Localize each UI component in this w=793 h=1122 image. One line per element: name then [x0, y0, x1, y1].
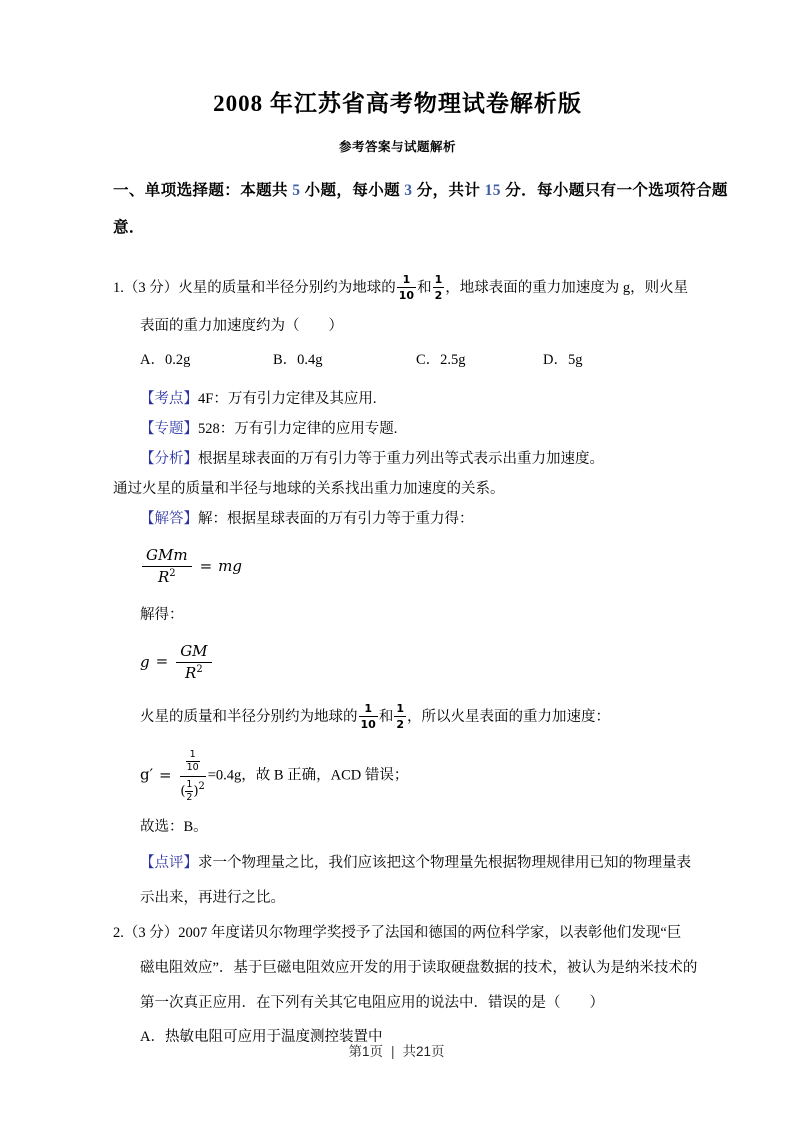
q1-option-a: A．0.2g	[140, 352, 191, 368]
q1-comment: 【点评】求一个物理量之比，我们应该把这个物理量先根据物理规律用已知的物理量表	[140, 855, 691, 871]
fraction-one-half: $\frac{1}{2}$	[434, 273, 443, 303]
q1-formula-gravity: GMm $R^2$ = mg	[140, 547, 682, 587]
exam-point-label: 【考点】	[140, 391, 198, 407]
q1-option-b: B．0.4g	[273, 352, 323, 368]
q1-solution: 【解答】解：根据星球表面的万有引力等于重力得：	[140, 511, 474, 527]
total-points: 15	[484, 182, 501, 199]
solution-label: 【解答】	[140, 511, 198, 527]
comment-label: 【点评】	[140, 855, 198, 871]
q1-topic: 【专题】528：万有引力定律的应用专题.	[140, 421, 398, 437]
fraction-one-tenth: $\frac{1}{10}$	[360, 702, 376, 732]
result-text: =0.4g，故 B 正确，ACD 错误；	[207, 767, 409, 784]
q1-formula-g: g = $\frac{GM}{R^2}$	[140, 643, 682, 683]
section-1-heading: 一、单项选择题：本题共 5 小题，每小题 3 分，共计 15 分．每小题只有一个选项符合题	[113, 182, 728, 199]
total-pages: 共21页	[402, 1044, 445, 1059]
section-1-heading-wrap: 意．	[113, 219, 145, 236]
fraction-GMm-R2: GMm $R^2$	[142, 547, 192, 587]
fraction-GM-R2: $\frac{GM}{R^2}$	[176, 643, 211, 683]
current-page: 第1页	[348, 1044, 383, 1059]
fraction-one-tenth: $\frac{1}{10}$	[398, 273, 415, 303]
q1-solve-text: 解得：	[140, 606, 184, 623]
question-count: 5	[292, 182, 301, 199]
q1-formula-result: g′ = $\frac{1}{10}$ ( $\frac{1}{2}$ )$^2$ =0.4g，故 B 正确，ACD 错误；	[140, 749, 409, 803]
fraction-one-half: $\frac{1}{2}$	[396, 702, 404, 732]
q1-stem: 1.（3 分）火星的质量和半径分别约为地球的 $\frac{1}{10}$ 和 $\frac{1}{2}$ ，地球表面的重力加速度为 g，则火星	[113, 273, 689, 303]
page-title: 2008 年江苏省高考物理试卷解析版	[213, 91, 582, 116]
q1-answer: 故选：B。	[140, 819, 208, 835]
footer-separator: |	[390, 1044, 395, 1059]
points-per-question: 3	[404, 182, 413, 199]
q1-comment-wrap: 示出来，再进行之比。	[140, 890, 285, 906]
q2-stem-wrap2: 第一次真正应用．在下列有关其它电阻应用的说法中．错误的是（ ）	[140, 995, 604, 1011]
q1-mars-ratio: 火星的质量和半径分别约为地球的 $\frac{1}{10}$ 和 $\frac{1}{2}$ ，所以火星表面的重力加速度：	[140, 702, 610, 732]
page-subtitle: 参考答案与试题解析	[338, 140, 456, 154]
nested-fraction: $\frac{1}{10}$ ( $\frac{1}{2}$ )$^2$	[180, 749, 205, 803]
q2-option-a: A．热敏电阻可应用于温度测控装置中	[140, 1029, 383, 1045]
q1-option-c: C．2.5g	[416, 352, 466, 368]
q1-exam-point: 【考点】4F：万有引力定律及其应用.	[140, 391, 377, 407]
q1-stem-wrap: 表面的重力加速度约为（ ）	[140, 318, 343, 334]
section-heading-text: 一、单项选择题：本题共	[113, 182, 293, 199]
q2-stem-wrap1: 磁电阻效应”．基于巨磁电阻效应开发的用于读取硬盘数据的技术，被认为是纳米技术的	[140, 960, 698, 976]
q2-stem: 2.（3 分）2007 年度诺贝尔物理学奖授予了法国和德国的两位科学家，以表彰他们发现“巨	[113, 925, 682, 941]
topic-label: 【专题】	[140, 421, 198, 437]
q1-analysis-line2: 通过火星的质量和半径与地球的关系找出重力加速度的关系。	[113, 481, 505, 497]
q1-options	[140, 345, 682, 375]
page-footer	[0, 1040, 793, 1060]
analysis-label: 【分析】	[140, 451, 198, 467]
q1-option-d: D．5g	[543, 352, 583, 368]
q1-analysis: 【分析】根据星球表面的万有引力等于重力列出等式表示出重力加速度。	[140, 451, 604, 467]
